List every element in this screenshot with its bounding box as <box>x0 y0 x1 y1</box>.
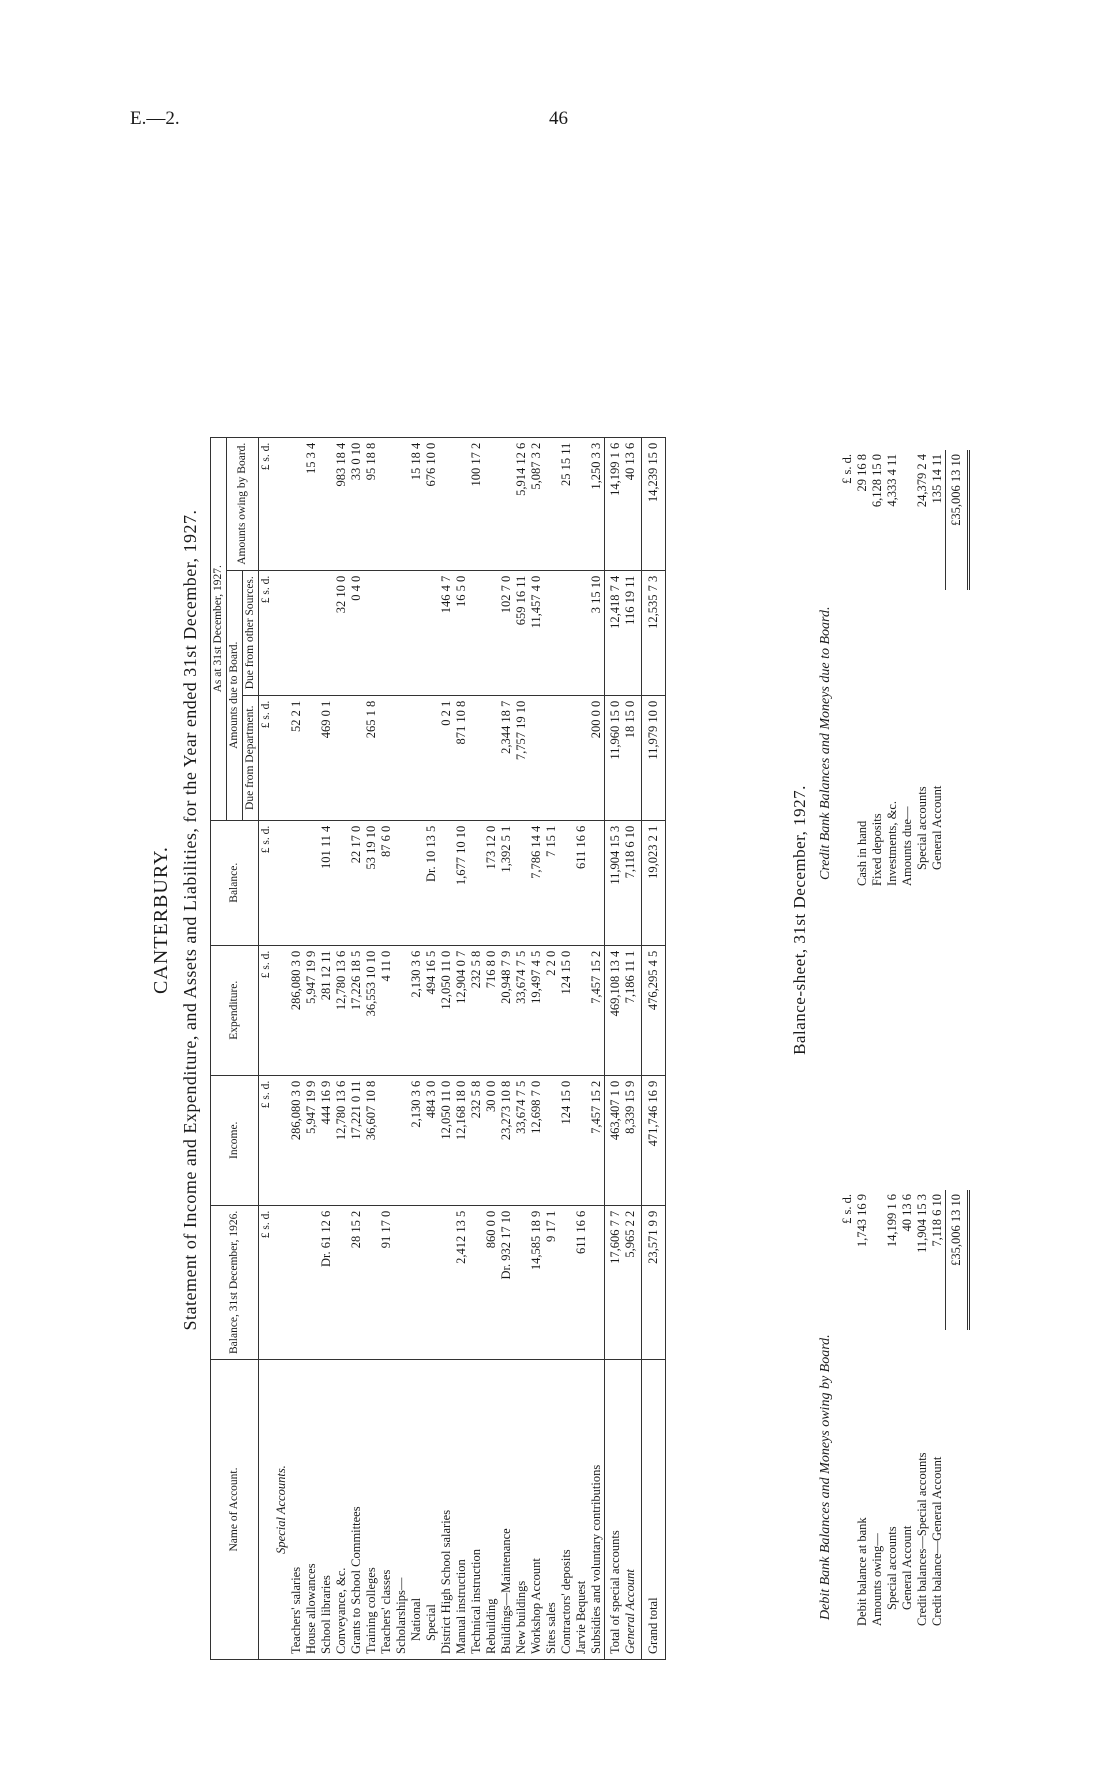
cell-inc: 36,607 10 8 <box>364 1075 379 1205</box>
cell-bal26: Dr. 61 12 6 <box>319 1205 334 1359</box>
cell-exp: 232 5 8 <box>469 945 484 1075</box>
account-row <box>514 437 529 1659</box>
cell-owing <box>439 437 454 570</box>
cell-inc: 471,746 16 9 <box>642 1075 666 1205</box>
statement-table <box>210 437 666 1660</box>
account-row <box>304 437 319 1659</box>
cell-bal <box>304 820 319 945</box>
cell-dept <box>334 695 349 820</box>
cell-bal <box>394 820 409 945</box>
cell-inc: 5,947 19 9 <box>304 1075 319 1205</box>
cell-exp: 12,780 13 6 <box>334 945 349 1075</box>
bs-label: Amounts due— <box>900 806 914 886</box>
cell-inc: 286,080 3 0 <box>289 1075 304 1205</box>
statement-body <box>259 437 666 1659</box>
bs-row <box>855 1190 870 1630</box>
col-due-dept-header: Due from Department. <box>243 695 259 820</box>
bs-row <box>900 1190 915 1630</box>
cell-dept: 469 0 1 <box>319 695 334 820</box>
bs-label: Cash in hand <box>855 820 869 886</box>
cell-bal26: 5,965 2 2 <box>623 1205 642 1359</box>
cell-other <box>364 570 379 695</box>
account-row <box>559 437 574 1659</box>
cell-other <box>469 570 484 695</box>
account-name: School libraries <box>319 1360 334 1660</box>
cell-other <box>289 570 304 695</box>
cell-other <box>484 570 499 695</box>
cell-other: 146 4 7 <box>439 570 454 695</box>
cell-exp: 2,130 3 6 <box>409 945 424 1075</box>
cell-inc: 30 0 0 <box>484 1075 499 1205</box>
cell-bal26: 2,412 13 5 <box>454 1205 469 1359</box>
balance-sheet-title: Balance-sheet, 31st December, 1927. <box>790 785 809 1055</box>
cell-owing: 14,199 1 6 <box>605 437 624 570</box>
cell-bal26 <box>334 1205 349 1359</box>
cell-dept <box>409 695 424 820</box>
cell-bal: 87 6 0 <box>379 820 394 945</box>
bs-value: 6,128 15 0 <box>870 454 884 508</box>
account-name: District High School salaries <box>439 1360 454 1660</box>
credit-table <box>840 450 970 890</box>
cell-dept <box>304 695 319 820</box>
cell-other <box>379 570 394 695</box>
cell-bal: 11,904 15 3 <box>605 820 624 945</box>
cell-bal26: 23,571 9 9 <box>642 1205 666 1359</box>
account-row <box>409 437 424 1659</box>
cell-bal: 101 11 4 <box>319 820 334 945</box>
cell-exp: 36,553 10 10 <box>364 945 379 1075</box>
cell-inc: 17,221 0 11 <box>349 1075 364 1205</box>
bs-row <box>930 1190 946 1630</box>
cell-inc: 2,130 3 6 <box>409 1075 424 1205</box>
cell-owing: 15 3 4 <box>304 437 319 570</box>
cell-other: 16 5 0 <box>454 570 469 695</box>
account-name: General Account <box>623 1360 642 1660</box>
cell-exp: 4 11 0 <box>379 945 394 1075</box>
cell-exp: 19,497 4 5 <box>529 945 544 1075</box>
bs-total: £35,006 13 10 <box>946 1190 969 1330</box>
cell-inc <box>574 1075 589 1205</box>
cell-bal: 19,023 2 1 <box>642 820 666 945</box>
cell-bal: 1,677 10 10 <box>454 820 469 945</box>
bs-value: 14,199 1 6 <box>885 1194 899 1248</box>
cell-dept: 871 10 8 <box>454 695 469 820</box>
account-name: Technical instruction <box>469 1360 484 1660</box>
account-name: Teachers' classes <box>379 1360 394 1660</box>
cell-other <box>319 570 334 695</box>
cell-dept <box>469 695 484 820</box>
cell-exp: 17,226 18 5 <box>349 945 364 1075</box>
bs-row <box>900 450 915 890</box>
cell-bal: Dr. 10 13 5 <box>424 820 439 945</box>
col-balance-header: Balance. <box>211 820 259 945</box>
cell-bal: 173 12 0 <box>484 820 499 945</box>
cell-dept <box>484 695 499 820</box>
account-name: Manual instruction <box>454 1360 469 1660</box>
cell-bal <box>514 820 529 945</box>
account-name: Teachers' salaries <box>289 1360 304 1660</box>
bs-total-row <box>946 1190 969 1630</box>
cell-bal26 <box>364 1205 379 1359</box>
cell-inc: 232 5 8 <box>469 1075 484 1205</box>
cell-dept: 265 1 8 <box>364 695 379 820</box>
cell-bal26: 611 16 6 <box>574 1205 589 1359</box>
statement-title: Statement of Income and Expenditure, and Assets and Liabilities, for the Year ended 31st December, 1927. <box>180 509 200 1331</box>
debit-title: Debit Bank Balances and Moneys owing by Board. <box>818 1334 833 1620</box>
cell-owing: 676 10 0 <box>424 437 439 570</box>
account-name: House allowances <box>304 1360 319 1660</box>
cell-bal <box>439 820 454 945</box>
cell-inc: 463,407 1 0 <box>605 1075 624 1205</box>
cell-bal26: 91 17 0 <box>379 1205 394 1359</box>
bs-row <box>930 450 946 890</box>
cell-owing: 1,250 3 3 <box>589 437 605 570</box>
bs-label: Special accounts <box>885 1526 899 1610</box>
unit-cell: £ s. d. <box>259 1205 275 1359</box>
cell-inc <box>394 1075 409 1205</box>
account-row <box>289 437 304 1659</box>
cell-bal: 53 19 10 <box>364 820 379 945</box>
cell-other <box>304 570 319 695</box>
bs-value: 24,379 2 4 <box>915 454 929 508</box>
cell-bal: 7,786 14 4 <box>529 820 544 945</box>
cell-exp: 7,186 11 1 <box>623 945 642 1075</box>
col-owing-header: Amounts owing by Board. <box>227 437 259 570</box>
account-name: Special <box>424 1360 439 1660</box>
cell-owing: 100 17 2 <box>469 437 484 570</box>
cell-owing: 40 13 6 <box>623 437 642 570</box>
account-name: Buildings—Maintenance <box>499 1360 514 1660</box>
cell-dept <box>544 695 559 820</box>
bs-label: Amounts owing— <box>870 1533 884 1626</box>
bs-unit-cell: £ s. d. <box>840 454 854 484</box>
cell-bal <box>409 820 424 945</box>
account-row <box>424 437 439 1659</box>
cell-bal: 1,392 5 1 <box>499 820 514 945</box>
cell-exp: 2 2 0 <box>544 945 559 1075</box>
rotated-page-content <box>150 50 1110 1700</box>
cell-bal: 7,118 6 10 <box>623 820 642 945</box>
cell-exp: 12,904 0 7 <box>454 945 469 1075</box>
cell-other: 102 7 0 <box>499 570 514 695</box>
cell-inc <box>544 1075 559 1205</box>
cell-inc: 23,273 10 8 <box>499 1075 514 1205</box>
unit-row <box>259 437 275 1659</box>
cell-exp: 716 8 0 <box>484 945 499 1075</box>
account-row <box>589 437 605 1659</box>
cell-dept <box>379 695 394 820</box>
bs-total: £35,006 13 10 <box>946 450 969 590</box>
total-special-row <box>605 437 624 1659</box>
cell-other <box>394 570 409 695</box>
cell-dept: 18 15 0 <box>623 695 642 820</box>
due-to-board-header: Amounts due to Board. <box>227 570 243 820</box>
account-name: Rebuilding <box>484 1360 499 1660</box>
cell-other: 12,418 7 4 <box>605 570 624 695</box>
unit-cell: £ s. d. <box>259 570 275 695</box>
account-name: Grand total <box>642 1360 666 1660</box>
cell-bal26: 860 0 0 <box>484 1205 499 1359</box>
bs-value: 135 14 11 <box>930 454 944 504</box>
cell-bal26 <box>559 1205 574 1359</box>
cell-other <box>409 570 424 695</box>
cell-owing: 983 18 4 <box>334 437 349 570</box>
cell-bal <box>289 820 304 945</box>
cell-bal26: 14,585 18 9 <box>529 1205 544 1359</box>
account-row <box>484 437 499 1659</box>
cell-owing: 14,239 15 0 <box>642 437 666 570</box>
credit-title: Credit Bank Balances and Moneys due to Board. <box>818 606 833 880</box>
cell-bal <box>469 820 484 945</box>
cell-exp: 286,080 3 0 <box>289 945 304 1075</box>
cell-exp <box>394 945 409 1075</box>
bs-value: 11,904 15 3 <box>915 1194 929 1253</box>
cell-dept: 7,757 19 10 <box>514 695 529 820</box>
page-code: E.—2. <box>130 108 180 129</box>
cell-bal <box>589 820 605 945</box>
cell-bal26 <box>409 1205 424 1359</box>
cell-bal26 <box>469 1205 484 1359</box>
col-due-other-header: Due from other Sources. <box>243 570 259 695</box>
bs-value <box>900 450 915 590</box>
bs-value: 7,118 6 10 <box>930 1194 944 1247</box>
cell-exp: 476,295 4 5 <box>642 945 666 1075</box>
cell-other <box>544 570 559 695</box>
cell-dept <box>424 695 439 820</box>
cell-owing <box>289 437 304 570</box>
bs-value: 40 13 6 <box>900 1194 914 1232</box>
cell-other: 116 19 11 <box>623 570 642 695</box>
account-name: Jarvie Bequest <box>574 1360 589 1660</box>
col-balance-1926-header: Balance, 31st December, 1926. <box>211 1205 259 1359</box>
cell-owing <box>574 437 589 570</box>
cell-inc: 124 15 0 <box>559 1075 574 1205</box>
cell-owing <box>484 437 499 570</box>
bs-label: Debit balance at bank <box>855 1517 869 1626</box>
cell-bal26 <box>424 1205 439 1359</box>
cell-other: 32 10 0 <box>334 570 349 695</box>
cell-bal: 7 15 1 <box>544 820 559 945</box>
bs-unit-row <box>840 450 855 890</box>
cell-exp: 7,457 15 2 <box>589 945 605 1075</box>
account-row <box>529 437 544 1659</box>
cell-dept: 2,344 18 7 <box>499 695 514 820</box>
bs-label: Credit balances—Special accounts <box>915 1452 929 1626</box>
account-name: Scholarships— <box>394 1360 409 1660</box>
account-row <box>349 437 364 1659</box>
cell-owing: 25 15 11 <box>559 437 574 570</box>
account-name: Grants to School Committees <box>349 1360 364 1660</box>
bs-row <box>915 450 930 890</box>
section-label: Special Accounts. <box>274 1360 289 1660</box>
bs-label: Fixed deposits <box>870 813 884 886</box>
cell-bal26: 17,606 7 7 <box>605 1205 624 1359</box>
cell-owing: 33 0 10 <box>349 437 364 570</box>
account-name: Subsidies and voluntary contributions <box>589 1360 605 1660</box>
bs-row <box>855 450 870 890</box>
col-expenditure-header: Expenditure. <box>211 945 259 1075</box>
general-account-row <box>623 437 642 1659</box>
cell-bal26 <box>514 1205 529 1359</box>
unit-cell: £ s. d. <box>259 945 275 1075</box>
cell-exp: 12,050 11 0 <box>439 945 454 1075</box>
bs-row <box>885 1190 900 1630</box>
unit-cell: £ s. d. <box>259 695 275 820</box>
cell-bal26: Dr. 932 17 10 <box>499 1205 514 1359</box>
debit-table <box>840 1190 970 1630</box>
cell-exp: 494 16 5 <box>424 945 439 1075</box>
cell-inc: 7,457 15 2 <box>589 1075 605 1205</box>
cell-dept <box>529 695 544 820</box>
cell-other <box>574 570 589 695</box>
grand-total-row <box>642 437 666 1659</box>
account-name: New buildings <box>514 1360 529 1660</box>
cell-inc: 484 3 0 <box>424 1075 439 1205</box>
cell-dept: 11,979 10 0 <box>642 695 666 820</box>
cell-owing <box>544 437 559 570</box>
cell-bal: 22 17 0 <box>349 820 364 945</box>
account-name: Sites sales <box>544 1360 559 1660</box>
cell-inc: 33,674 7 5 <box>514 1075 529 1205</box>
col-income-header: Income. <box>211 1075 259 1205</box>
account-name: Workshop Account <box>529 1360 544 1660</box>
cell-other: 3 15 10 <box>589 570 605 695</box>
bs-label: General Account <box>930 785 945 870</box>
cell-owing: 15 18 4 <box>409 437 424 570</box>
account-row <box>379 437 394 1659</box>
account-name: Total of special accounts <box>605 1360 624 1660</box>
cell-inc: 12,168 18 0 <box>454 1075 469 1205</box>
account-name: Contractors' deposits <box>559 1360 574 1660</box>
bs-row <box>870 1190 885 1630</box>
account-row <box>469 437 484 1659</box>
account-name: National <box>409 1360 424 1660</box>
cell-dept: 52 2 1 <box>289 695 304 820</box>
bs-label: General Account <box>900 1525 914 1610</box>
cell-owing <box>499 437 514 570</box>
bs-label: Investments, &c. <box>885 800 899 886</box>
cell-dept <box>574 695 589 820</box>
bs-label: Special accounts <box>915 786 929 870</box>
section-row <box>274 437 289 1659</box>
cell-other: 11,457 4 0 <box>529 570 544 695</box>
cell-inc: 444 16 9 <box>319 1075 334 1205</box>
bs-value: 29 16 8 <box>855 454 869 492</box>
cell-inc: 12,050 11 0 <box>439 1075 454 1205</box>
account-row <box>439 437 454 1659</box>
bs-row <box>870 450 885 890</box>
cell-owing <box>319 437 334 570</box>
cell-inc <box>379 1075 394 1205</box>
bs-value: 1,743 16 9 <box>855 1194 869 1248</box>
cell-exp: 281 12 11 <box>319 945 334 1075</box>
cell-bal26 <box>304 1205 319 1359</box>
bs-row <box>915 1190 930 1630</box>
cell-inc: 8,339 15 9 <box>623 1075 642 1205</box>
account-row <box>394 437 409 1659</box>
cell-bal26: 28 15 2 <box>349 1205 364 1359</box>
account-name: Conveyance, &c. <box>334 1360 349 1660</box>
bs-unit-cell: £ s. d. <box>840 1194 854 1224</box>
account-row <box>364 437 379 1659</box>
cell-other <box>424 570 439 695</box>
account-row <box>334 437 349 1659</box>
cell-bal <box>334 820 349 945</box>
cell-dept <box>394 695 409 820</box>
account-name: Training colleges <box>364 1360 379 1660</box>
account-row <box>319 437 334 1659</box>
unit-cell: £ s. d. <box>259 1075 275 1205</box>
account-row <box>454 437 469 1659</box>
region-title: CANTERBURY. <box>150 846 172 994</box>
cell-exp: 33,674 7 5 <box>514 945 529 1075</box>
cell-dept <box>349 695 364 820</box>
bs-row <box>885 450 900 890</box>
cell-exp: 5,947 19 9 <box>304 945 319 1075</box>
account-row <box>544 437 559 1659</box>
cell-bal <box>559 820 574 945</box>
bs-value: 4,333 4 11 <box>885 454 899 507</box>
cell-dept: 200 0 0 <box>589 695 605 820</box>
cell-dept: 11,960 15 0 <box>605 695 624 820</box>
bs-total-row <box>946 450 969 890</box>
col-name-header: Name of Account. <box>211 1360 259 1660</box>
unit-cell: £ s. d. <box>259 437 275 570</box>
cell-exp: 124 15 0 <box>559 945 574 1075</box>
unit-cell: £ s. d. <box>259 820 275 945</box>
cell-bal26 <box>589 1205 605 1359</box>
cell-owing <box>454 437 469 570</box>
cell-exp <box>574 945 589 1075</box>
cell-inc: 12,780 13 6 <box>334 1075 349 1205</box>
cell-owing <box>379 437 394 570</box>
page-number: 46 <box>549 108 568 129</box>
account-row <box>499 437 514 1659</box>
cell-inc: 12,698 7 0 <box>529 1075 544 1205</box>
cell-dept <box>559 695 574 820</box>
cell-owing: 5,087 3 2 <box>529 437 544 570</box>
cell-bal26: 9 17 1 <box>544 1205 559 1359</box>
cell-other: 659 16 11 <box>514 570 529 695</box>
cell-owing: 5,914 12 6 <box>514 437 529 570</box>
cell-owing: 95 18 8 <box>364 437 379 570</box>
account-row <box>574 437 589 1659</box>
as-at-header: As at 31st December, 1927. <box>211 437 227 820</box>
cell-dept: 0 2 1 <box>439 695 454 820</box>
cell-other: 0 4 0 <box>349 570 364 695</box>
bs-value <box>870 1190 885 1330</box>
bs-unit-row <box>840 1190 855 1630</box>
cell-bal26 <box>439 1205 454 1359</box>
cell-bal: 611 16 6 <box>574 820 589 945</box>
cell-bal26 <box>394 1205 409 1359</box>
cell-owing <box>394 437 409 570</box>
bs-label: Credit balance—General Account <box>930 1456 945 1626</box>
cell-other: 12,535 7 3 <box>642 570 666 695</box>
cell-exp: 20,948 7 9 <box>499 945 514 1075</box>
cell-exp: 469,108 13 4 <box>605 945 624 1075</box>
cell-bal26 <box>289 1205 304 1359</box>
cell-other <box>559 570 574 695</box>
